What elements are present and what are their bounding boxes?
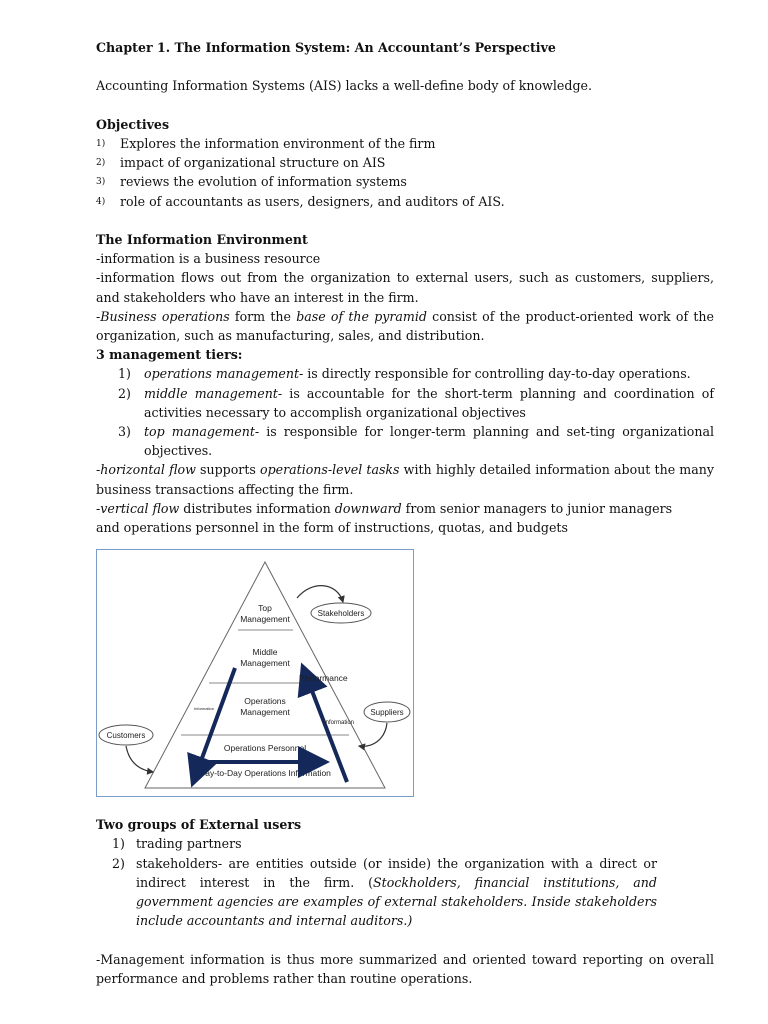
middle-management-label-2: Management <box>240 658 290 669</box>
environment-point: -information flows out from the organization to external users, such as customers, suppliers, and stakeholders who have an interest in the firm. <box>96 270 714 305</box>
customers-label: Customers <box>106 731 146 741</box>
vertical-flow-paragraph: -vertical flow distributes information downward from senior managers to junior managers <box>96 500 673 516</box>
top-management-label: Top <box>258 603 272 614</box>
top-management-label-2: Management <box>240 614 290 625</box>
list-item: 1) operations management- is directly responsible for controlling day-to-day operations. <box>118 366 691 382</box>
performance-up-arrow <box>304 670 347 782</box>
stakeholders-arrow <box>297 586 343 602</box>
suppliers-label: Suppliers <box>370 708 404 718</box>
document-page <box>96 38 714 988</box>
list-item: 2) impact of organizational structure on AIS <box>96 155 386 171</box>
objectives-heading: Objectives <box>96 116 170 132</box>
customers-arrow <box>126 746 153 772</box>
list-item: 1) Explores the information environment of the firm <box>96 135 436 151</box>
suppliers-arrow <box>359 723 387 746</box>
operations-personnel-label: Operations Personnel <box>223 743 307 754</box>
intro-paragraph: Accounting Information Systems (AIS) lacks a well-define body of knowledge. <box>96 78 592 94</box>
operations-management-label: Operations <box>244 696 286 707</box>
operations-management-label-2: Management <box>240 707 290 718</box>
stakeholders-label: Stakeholders <box>317 609 365 619</box>
external-users-list <box>96 834 714 930</box>
pyramid-svg <box>97 550 413 796</box>
environment-point: -Business operations form the base of the pyramid consist of the product-oriented work of the organization, such as manufacturing, sales, and distribution. <box>96 308 714 343</box>
vertical-flow-line2: and operations personnel in the form of instructions, quotas, and budgets <box>96 520 568 536</box>
list-item: 3) reviews the evolution of information systems <box>96 174 407 190</box>
tiers-heading: 3 management tiers: <box>96 347 243 363</box>
chapter-title: Chapter 1. The Information System: An Accountant’s Perspective <box>96 40 556 55</box>
environment-point: -information is a business resource <box>96 251 321 267</box>
information-label-left: Information <box>194 706 215 712</box>
list-item: 4) role of accountants as users, designers, and auditors of AIS. <box>96 193 505 209</box>
pyramid-diagram <box>96 549 414 797</box>
day-to-day-label: Day-to-Day Operations Information <box>199 768 331 779</box>
tiers-list <box>96 364 714 460</box>
pyramid-outline <box>145 562 385 788</box>
objectives-list <box>96 134 714 211</box>
list-item: 2) stakeholders- are entities outside (or inside) the organization with a direct or indirect interest in the firm. (Stockholders, financial institutions, and government agencies are examples of external stakeholders. Inside stakeholders include accountants and internal auditors.) <box>112 855 657 929</box>
external-users-heading: Two groups of External users <box>96 817 302 833</box>
environment-heading: The Information Environment <box>96 231 308 247</box>
horizontal-flow-paragraph: -horizontal flow supports operations-level tasks with highly detailed information about the many business transactions affecting the firm. <box>96 462 714 497</box>
list-item: 1) trading partners <box>112 836 242 852</box>
middle-management-label: Middle <box>252 647 278 658</box>
performance-label: Performance <box>299 673 348 684</box>
list-item: 3) top management- is responsible for longer-term planning and set-ting organizational objectives. <box>118 424 714 459</box>
closing-paragraph: -Management information is thus more summarized and oriented toward reporting on overall performance and problems rather than routine operations. <box>96 951 714 986</box>
list-item: 2) middle management- is accountable for the short-term planning and coordination of activities necessary to accomplish organizational objectives <box>118 385 715 420</box>
information-label-right: Information <box>324 720 355 727</box>
